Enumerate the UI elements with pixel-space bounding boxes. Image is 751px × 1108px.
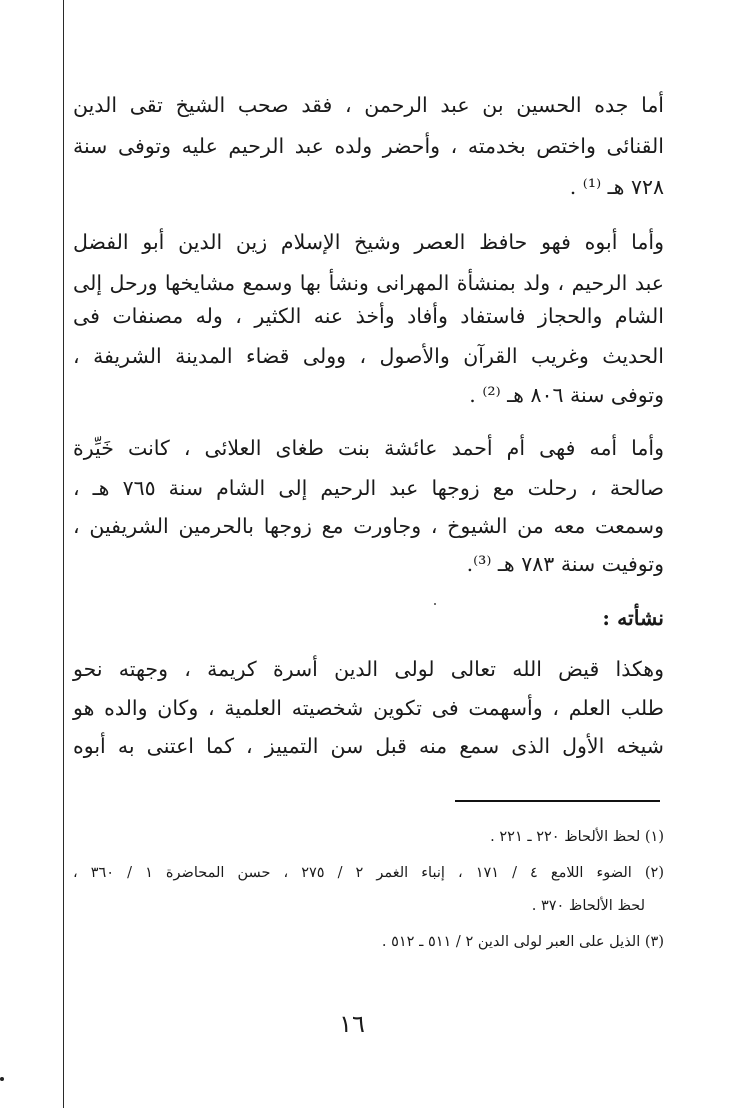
footnote-continuation: لحظ الألحاظ ٣٧٠ . bbox=[531, 898, 645, 914]
footnote: (٣) الذيل على العبر لولى الدين ٢ / ٥١١ ـ ٥١٢ . bbox=[381, 934, 664, 950]
page-number: ١٦ bbox=[339, 1010, 365, 1038]
text-line: أما جده الحسين بن عبد الرحمن ، فقد صحب الشيخ تقى الدين bbox=[73, 93, 664, 117]
text-line: وهكذا قيض الله تعالى لولى الدين أسرة كريمة ، وجهته نحو bbox=[73, 657, 664, 681]
text-line: طلب العلم ، وأسهمت فى تكوين شخصيته العلمية ، وكان والده هو bbox=[73, 696, 664, 720]
page-binding-line bbox=[63, 0, 64, 1108]
scan-speck bbox=[434, 603, 436, 605]
text-line: شيخه الأول الذى سمع منه قبل سن التمييز ، كما اعتنى به أبوه bbox=[73, 734, 664, 758]
text-line: عبد الرحيم ، ولد بمنشأة المهرانى ونشأ بها وسمع مشايخها ورحل إلى bbox=[73, 271, 664, 295]
footnote-separator bbox=[455, 800, 660, 802]
text-line: وأما أبوه فهو حافظ العصر وشيخ الإسلام زين الدين أبو الفضل bbox=[73, 230, 664, 254]
footnote: (٢) الضوء اللامع ٤ / ١٧١ ، إنباء الغمر ٢ / ٢٧٥ ، حسن المحاضرة ١ / ٣٦٠ ، bbox=[73, 865, 664, 881]
text-line: ٧٢٨ هـ ⁽¹⁾ . bbox=[569, 175, 664, 199]
text-line: وتوفى سنة ٨٠٦ هـ ⁽²⁾ . bbox=[469, 383, 664, 407]
text-line: وسمعت معه من الشيوخ ، وجاورت مع زوجها بالحرمين الشريفين ، bbox=[73, 514, 664, 538]
text-line: وتوفيت سنة ٧٨٣ هـ ⁽³⁾. bbox=[466, 552, 664, 576]
footnote: (١) لحظ الألحاظ ٢٢٠ ـ ٢٢١ . bbox=[490, 829, 664, 845]
text-line: القنائى واختص بخدمته ، وأحضر ولده عبد الرحيم عليه وتوفى سنة bbox=[73, 134, 664, 158]
text-line: صالحة ، رحلت مع زوجها عبد الرحيم إلى الشام سنة ٧٦٥ هـ ، bbox=[73, 476, 664, 500]
section-heading: نشأته : bbox=[602, 606, 664, 630]
text-line: وأما أمه فهى أم أحمد عائشة بنت طغاى العلائى ، كانت خَيِّرة bbox=[73, 436, 664, 460]
text-line: الشام والحجاز فاستفاد وأفاد وأخذ عنه الكثير ، وله مصنفات فى bbox=[73, 304, 664, 328]
scan-speck bbox=[0, 1077, 4, 1081]
text-line: الحديث وغريب القرآن والأصول ، وولى قضاء المدينة الشريفة ، bbox=[73, 344, 664, 368]
